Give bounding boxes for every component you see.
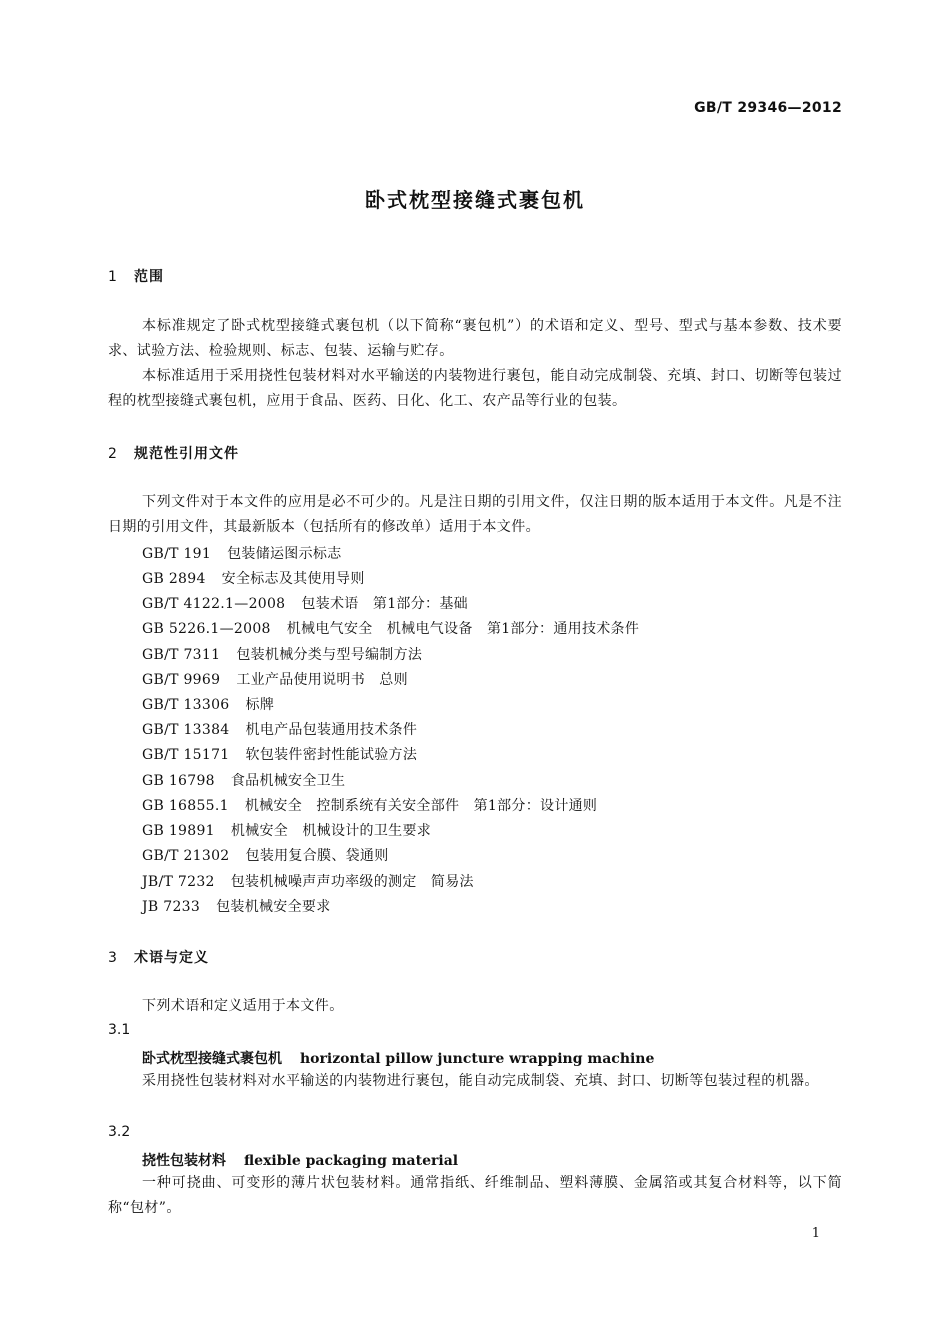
reference-title: 包装机械噪声声功率级的测定 简易法 [230, 874, 474, 890]
section-number: 2 [108, 446, 118, 462]
reference-item [142, 896, 331, 916]
reference-item [142, 719, 417, 739]
reference-code: GB 2894 [142, 571, 206, 587]
reference-code: GB 5226.1—2008 [142, 621, 271, 637]
section-2-intro: 下列文件对于本文件的应用是必不可少的。凡是注日期的引用文件，仅注日期的版本适用于本文件。凡是不注日期的引用文件，其最新版本（包括所有的修改单）适用于本文件。 [108, 494, 842, 535]
reference-item [142, 845, 389, 865]
reference-item [142, 871, 474, 891]
reference-item [142, 669, 408, 689]
reference-title: 包装术语 第1部分：基础 [301, 596, 468, 612]
term-heading [142, 1048, 654, 1068]
reference-title: 机械电气安全 机械电气设备 第1部分：通用技术条件 [286, 621, 640, 637]
section-2-heading [108, 443, 239, 463]
reference-code: GB/T 21302 [142, 848, 230, 864]
section-title: 规范性引用文件 [134, 446, 239, 462]
reference-code: GB/T 13306 [142, 697, 230, 713]
reference-title: 包装机械分类与型号编制方法 [236, 647, 423, 663]
reference-title: 机电产品包装通用技术条件 [245, 722, 418, 738]
reference-code: GB/T 4122.1—2008 [142, 596, 286, 612]
reference-code: GB/T 13384 [142, 722, 230, 738]
section-3-intro: 下列术语和定义适用于本文件。 [142, 998, 344, 1014]
reference-item [142, 694, 274, 714]
term-chinese: 挠性包装材料 [142, 1153, 226, 1169]
reference-item [142, 820, 431, 840]
reference-item [142, 744, 417, 764]
reference-code: GB 19891 [142, 823, 215, 839]
reference-code: JB 7233 [142, 899, 201, 915]
term-number: 3.2 [108, 1124, 131, 1140]
term-definition: 采用挠性包装材料对水平输送的内装物进行裹包，能自动完成制袋、充填、封口、切断等包装过程的机器。 [142, 1073, 819, 1089]
reference-item [142, 795, 597, 815]
reference-code: GB 16855.1 [142, 798, 229, 814]
reference-code: GB/T 15171 [142, 747, 230, 763]
section-3-heading [108, 947, 209, 967]
reference-item [142, 568, 365, 588]
reference-item [142, 543, 342, 563]
standard-number: GB/T 29346—2012 [694, 100, 842, 116]
section-number: 3 [108, 950, 118, 966]
reference-title: 食品机械安全卫生 [230, 773, 346, 789]
term-definition: 一种可挠曲、可变形的薄片状包装材料。通常指纸、纤维制品、塑料薄膜、金属箔或其复合材料等，以下简称“包材”。 [108, 1175, 842, 1216]
page-number: 1 [811, 1226, 820, 1241]
reference-item [142, 593, 468, 613]
reference-item [142, 644, 422, 664]
reference-title: 机械安全 控制系统有关安全部件 第1部分：设计通则 [244, 798, 598, 814]
reference-title: 包装储运图示标志 [227, 546, 342, 562]
reference-title: 包装用复合膜、袋通则 [245, 848, 389, 864]
section-title: 范围 [134, 269, 164, 285]
term-chinese: 卧式枕型接缝式裹包机 [142, 1051, 282, 1067]
section-1-paragraph: 本标准适用于采用挠性包装材料对水平输送的内装物进行裹包，能自动完成制袋、充填、封口、切断等包装过程的枕型接缝式裹包机，应用于食品、医药、日化、化工、农产品等行业的包装。 [108, 368, 842, 409]
reference-title: 软包装件密封性能试验方法 [245, 747, 418, 763]
section-1-paragraph: 本标准规定了卧式枕型接缝式裹包机（以下简称“裹包机”）的术语和定义、型号、型式与基本参数、技术要求、试验方法、检验规则、标志、包装、运输与贮存。 [108, 318, 842, 359]
reference-item [142, 770, 345, 790]
reference-code: JB/T 7232 [142, 874, 215, 890]
term-english: horizontal pillow juncture wrapping machine [300, 1051, 655, 1067]
section-number: 1 [108, 269, 118, 285]
term-heading [142, 1150, 458, 1170]
reference-code: GB/T 191 [142, 546, 212, 562]
term-number: 3.1 [108, 1022, 131, 1038]
reference-code: GB 16798 [142, 773, 215, 789]
reference-title: 标牌 [245, 697, 275, 713]
section-1-heading [108, 266, 164, 286]
document-title: 卧式枕型接缝式裹包机 [365, 188, 585, 212]
section-title: 术语与定义 [134, 950, 209, 966]
reference-code: GB/T 9969 [142, 672, 221, 688]
reference-title: 安全标志及其使用导则 [221, 571, 365, 587]
term-english: flexible packaging material [244, 1153, 459, 1169]
reference-title: 机械安全 机械设计的卫生要求 [230, 823, 432, 839]
reference-title: 工业产品使用说明书 总则 [236, 672, 408, 688]
reference-code: GB/T 7311 [142, 647, 221, 663]
reference-item [142, 618, 639, 638]
reference-title: 包装机械安全要求 [216, 899, 331, 915]
